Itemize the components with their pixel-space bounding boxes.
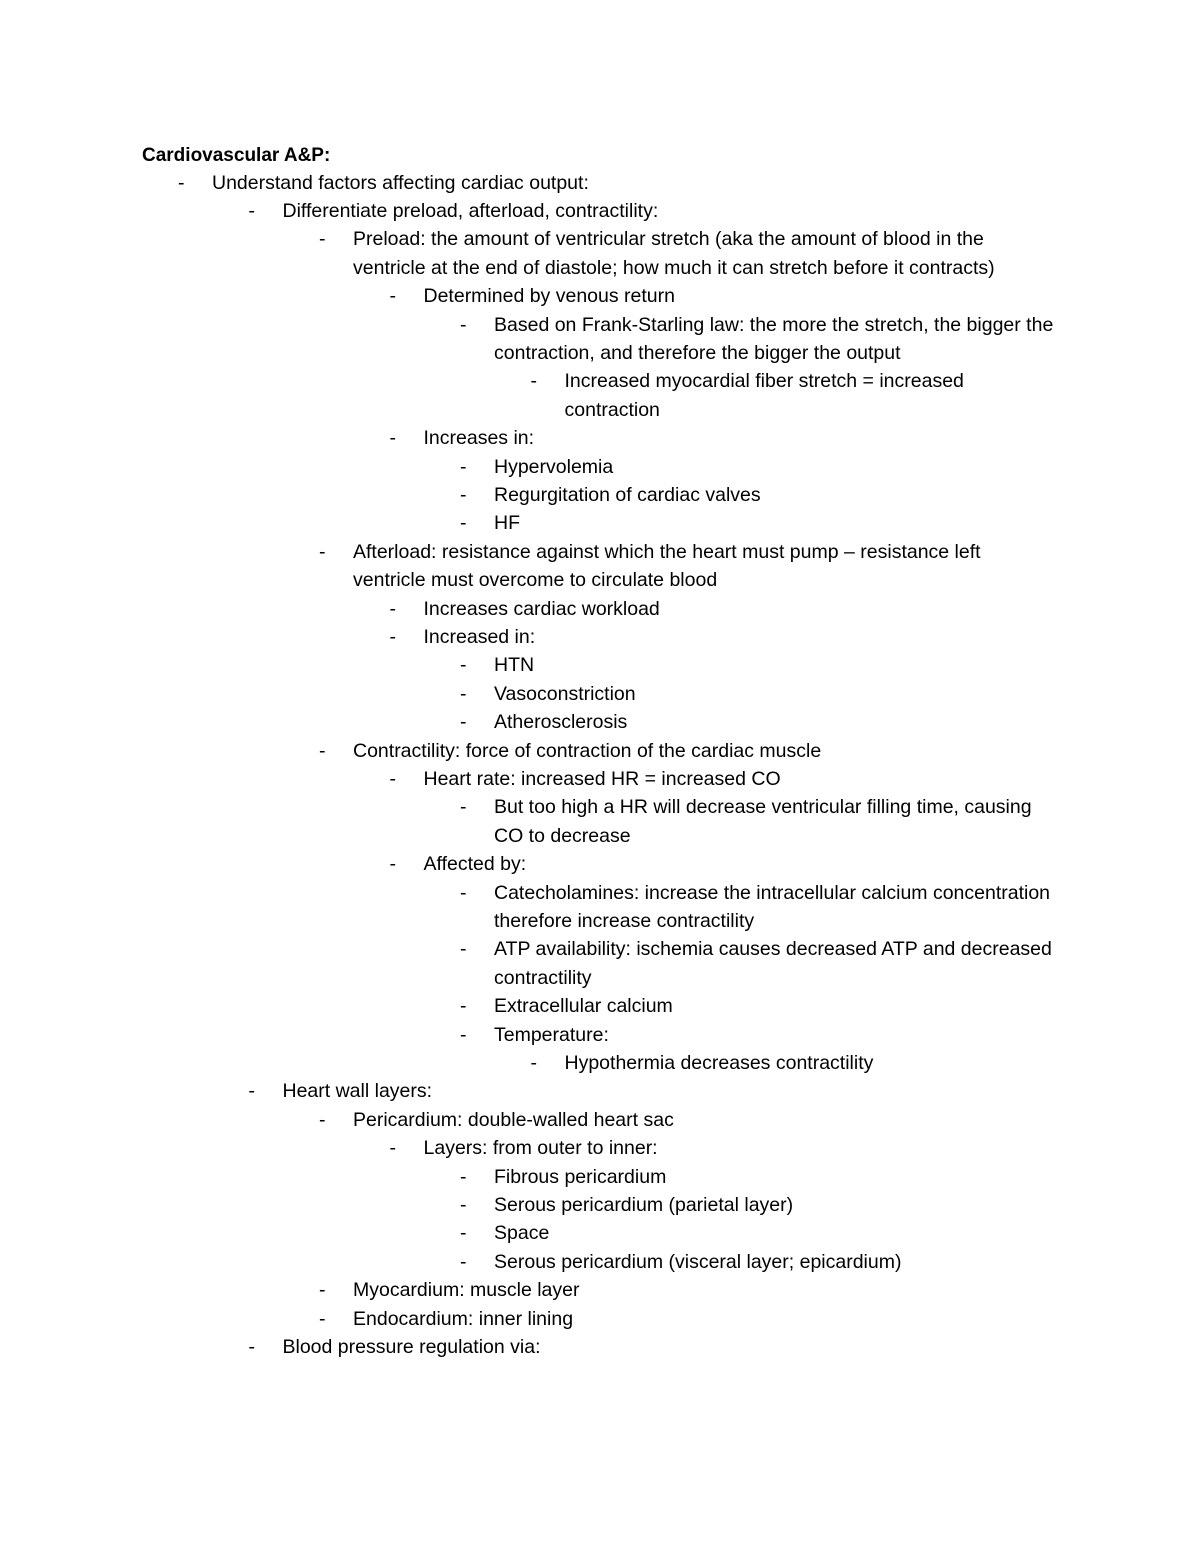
list-item: [178, 169, 1058, 197]
list-item-text: Based on Frank-Starling law: the more the stretch, the bigger the contraction, and therefore the bigger the output: [494, 313, 1054, 364]
list-item-text: Myocardium: muscle layer: [353, 1279, 580, 1302]
list-item-text: Contractility: force of contraction of the cardiac muscle: [353, 739, 822, 762]
list-item-text: Extracellular calcium: [494, 995, 673, 1018]
list-item: [460, 793, 1058, 850]
list-item-text: Space: [494, 1222, 550, 1245]
list-item: [389, 765, 1059, 793]
bullet-dash: -: [460, 711, 467, 734]
bullet-dash: -: [530, 370, 537, 393]
list-item-text: Regurgitation of cardiac valves: [494, 483, 761, 506]
bullet-dash: -: [460, 796, 467, 819]
list-item-text: Increased myocardial fiber stretch = increased contraction: [564, 370, 964, 421]
list-item: [460, 680, 1058, 708]
list-item: [389, 1134, 1059, 1162]
list-item-text: HTN: [494, 654, 535, 677]
list-item-text: Catecholamines: increase the intracellular calcium concentration therefore increase contractility: [494, 881, 1051, 932]
list-item-text: Hypervolemia: [494, 455, 614, 478]
list-item-text: HF: [494, 512, 520, 535]
list-item: [460, 1191, 1058, 1219]
list-item: [460, 935, 1058, 992]
list-item: [460, 651, 1058, 679]
bullet-dash: -: [248, 199, 255, 222]
list-item-text: Increased in:: [423, 625, 536, 648]
bullet-dash: -: [460, 483, 467, 506]
list-item: [460, 1219, 1058, 1247]
bullet-dash: -: [460, 1023, 467, 1046]
list-item: [248, 1333, 1059, 1361]
list-item-text: Understand factors affecting cardiac output:: [212, 171, 589, 194]
list-item: [460, 992, 1058, 1020]
bullet-dash: -: [389, 597, 396, 620]
bullet-dash: -: [248, 1080, 255, 1103]
list-item-text: Hypothermia decreases contractility: [564, 1051, 874, 1074]
bullet-dash: -: [460, 938, 467, 961]
list-item: [319, 1276, 1058, 1304]
list-item-text: But too high a HR will decrease ventricular filling time, causing CO to decrease: [494, 796, 1032, 847]
list-item: [248, 197, 1059, 225]
list-item: [460, 1021, 1058, 1049]
bullet-dash: -: [460, 313, 467, 336]
list-item: [460, 1163, 1058, 1191]
list-item-text: Determined by venous return: [423, 285, 675, 308]
bullet-dash: -: [248, 1335, 255, 1358]
bullet-dash: -: [389, 1137, 396, 1160]
bullet-dash: -: [460, 881, 467, 904]
list-item: [319, 1106, 1058, 1134]
list-item: [460, 311, 1058, 368]
list-item-text: Endocardium: inner lining: [353, 1307, 574, 1330]
list-item: [319, 538, 1058, 595]
list-item: [319, 737, 1058, 765]
list-item-text: Increases in:: [423, 427, 535, 450]
bullet-dash: -: [389, 427, 396, 450]
list-item: [460, 1248, 1058, 1276]
list-item: [460, 708, 1058, 736]
list-item-text: Preload: the amount of ventricular stretch (aka the amount of blood in the ventricle at the end of diastole; how much it can stretch before it contracts): [353, 228, 995, 279]
bullet-dash: -: [460, 1222, 467, 1245]
list-item: [460, 481, 1058, 509]
bullet-dash: -: [460, 512, 467, 535]
list-item: [319, 1305, 1058, 1333]
list-item: [389, 595, 1059, 623]
bullet-dash: -: [460, 995, 467, 1018]
bullet-dash: -: [178, 171, 185, 194]
list-item-text: Increases cardiac workload: [423, 597, 660, 620]
list-item-text: Affected by:: [423, 853, 527, 876]
bullet-dash: -: [319, 540, 326, 563]
list-item: [460, 879, 1058, 936]
list-item-text: Pericardium: double-walled heart sac: [353, 1108, 674, 1131]
list-item-text: ATP availability: ischemia causes decreased ATP and decreased contractility: [494, 938, 1052, 989]
bullet-dash: -: [319, 228, 326, 251]
bullet-dash: -: [319, 1108, 326, 1131]
list-item-text: Fibrous pericardium: [494, 1165, 667, 1188]
list-item-text: Blood pressure regulation via:: [282, 1335, 541, 1358]
list-item-text: Temperature:: [494, 1023, 609, 1046]
bullet-dash: -: [460, 654, 467, 677]
bullet-dash: -: [460, 1193, 467, 1216]
list-item-text: Atherosclerosis: [494, 711, 628, 734]
bullet-dash: -: [389, 767, 396, 790]
bullet-dash: -: [530, 1051, 537, 1074]
list-item: [389, 850, 1059, 878]
list-item-text: Vasoconstriction: [494, 682, 636, 705]
bullet-dash: -: [319, 1307, 326, 1330]
list-item-text: Layers: from outer to inner:: [423, 1137, 658, 1160]
list-item: [460, 509, 1058, 537]
bullet-dash: -: [319, 739, 326, 762]
bullet-dash: -: [389, 625, 396, 648]
list-item-text: Afterload: resistance against which the heart must pump – resistance left ventricle must overcome to circulate blood: [353, 540, 981, 592]
list-item-text: Serous pericardium (visceral layer; epicardium): [494, 1250, 902, 1273]
list-item-text: Serous pericardium (parietal layer): [494, 1193, 794, 1216]
list-item: [530, 367, 1059, 424]
bullet-dash: -: [389, 853, 396, 876]
bullet-dash: -: [460, 1250, 467, 1273]
bullet-dash: -: [460, 1165, 467, 1188]
bullet-dash: -: [389, 285, 396, 308]
list-item: [389, 282, 1059, 310]
list-item: [248, 1077, 1059, 1105]
bullet-dash: -: [460, 455, 467, 478]
list-item: [460, 453, 1058, 481]
list-item: [389, 623, 1059, 651]
list-item: [319, 225, 1058, 282]
list-item-text: Differentiate preload, afterload, contractility:: [282, 199, 659, 222]
bullet-dash: -: [319, 1279, 326, 1302]
list-item: [530, 1049, 1059, 1077]
bullet-dash: -: [460, 682, 467, 705]
list-item-text: Heart wall layers:: [282, 1080, 433, 1103]
list-item: [389, 424, 1059, 452]
list-item-text: Heart rate: increased HR = increased CO: [423, 767, 781, 790]
page-title: Cardiovascular A&P:: [142, 145, 331, 166]
